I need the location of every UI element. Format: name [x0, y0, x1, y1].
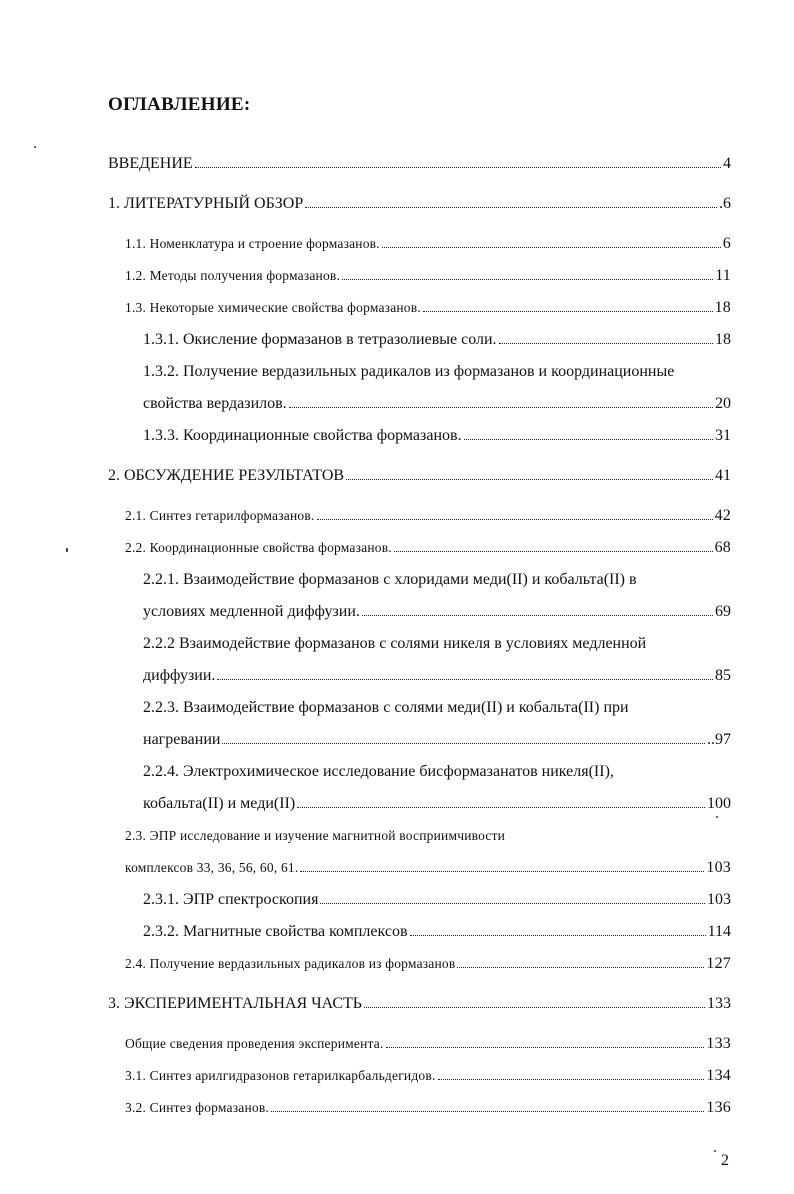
leader-dots — [320, 899, 705, 904]
toc-entry-2-2-2-cont[interactable] — [143, 666, 731, 686]
toc-entry-page: 136 — [706, 1099, 731, 1116]
toc-entry-label: 2.2.3. Взаимодействие формазанов с солями меди(II) и кобальта(II) при — [143, 699, 629, 716]
leader-dots — [346, 475, 713, 480]
toc-entry-label: 2.2.4. Электрохимическое исследование бисформазанатов никеля(II), — [143, 763, 614, 780]
toc-entry-2-3-cont[interactable] — [125, 858, 731, 878]
toc-entry-label: нагревании — [143, 731, 221, 748]
toc-entry-page: 11 — [715, 267, 731, 284]
toc-entry-label: свойства вердазилов. — [143, 395, 287, 412]
toc-entry-page: 133 — [706, 1035, 731, 1052]
toc-entry-page: 18 — [714, 299, 731, 316]
leader-dots — [438, 1075, 705, 1080]
toc-entry-1-3-3[interactable] — [143, 426, 731, 446]
toc-entry-1-3-1[interactable] — [143, 330, 731, 350]
toc-entry-label: 1.3. Некоторые химические свойства формазанов. — [125, 300, 421, 315]
toc-entry-2-1[interactable] — [125, 506, 731, 526]
toc-entry-2-4[interactable] — [125, 954, 731, 974]
leader-dots — [382, 243, 721, 248]
toc-entry-label: 3.2. Синтез формазанов. — [125, 1100, 269, 1115]
toc-entry-label: диффузии. — [143, 667, 216, 684]
toc-entry-label: 1.1. Номенклатура и строение формазанов. — [125, 236, 380, 251]
toc-entry-page: 42 — [714, 507, 731, 524]
leader-dots — [297, 803, 705, 808]
leader-dots — [271, 1107, 704, 1112]
toc-entry-1-3[interactable] — [125, 298, 731, 318]
toc-entry-label: Общие сведения проведения эксперимента. — [125, 1036, 384, 1051]
toc-entry-2-2-1[interactable] — [143, 570, 637, 590]
toc-entry-page: ..97 — [707, 731, 731, 748]
toc-entry-2-2-3[interactable] — [143, 698, 629, 718]
toc-entry-1-3-2-cont[interactable] — [143, 394, 731, 414]
leader-dots — [410, 931, 706, 936]
leader-dots — [423, 307, 713, 312]
toc-entry-page: 85 — [715, 667, 731, 684]
toc-entry-page: 20 — [715, 395, 731, 412]
leader-dots — [364, 1003, 705, 1008]
toc-entry-label: 2.2. Координационные свойства формазанов. — [125, 540, 392, 555]
toc-entry-2[interactable] — [108, 466, 731, 486]
toc-entry-page: 31 — [715, 427, 731, 444]
toc-entry-2-2-4-cont[interactable] — [143, 794, 731, 814]
toc-entry-2-2[interactable] — [125, 538, 731, 558]
toc-entry-2-3-2[interactable] — [143, 922, 731, 942]
leader-dots — [394, 547, 713, 552]
leader-dots — [464, 435, 713, 440]
scan-speck — [716, 816, 718, 818]
toc-entry-page: 127 — [706, 955, 731, 972]
toc-entry-label: комплексов 33, 36, 56, 60, 61. — [125, 860, 299, 875]
toc-entry-2-2-2[interactable] — [143, 634, 646, 654]
toc-entry-2-2-3-cont[interactable] — [143, 730, 731, 750]
toc-entry-label: 2.3.2. Магнитные свойства комплексов — [143, 923, 408, 940]
toc-entry-label: 1.2. Методы получения формазанов. — [125, 268, 341, 283]
leader-dots — [386, 1043, 705, 1048]
toc-entry-1[interactable] — [108, 194, 731, 214]
toc-entry-label: 2.1. Синтез гетарилформазанов. — [125, 508, 315, 523]
page-title: ОГЛАВЛЕНИЕ: — [108, 94, 251, 115]
toc-entry-3[interactable] — [108, 994, 731, 1014]
leader-dots — [289, 403, 713, 408]
toc-entry-label: 2.4. Получение вердазильных радикалов из формазанов — [125, 956, 456, 971]
toc-entry-3-2[interactable] — [125, 1098, 731, 1118]
scan-speck — [66, 548, 68, 552]
toc-entry-2-3-1[interactable] — [143, 890, 731, 910]
toc-entry-1-2[interactable] — [125, 266, 731, 286]
leader-dots — [300, 867, 704, 872]
toc-entry-label: 1.3.2. Получение вердазильных радикалов из формазанов и координационные — [143, 363, 675, 380]
toc-entry-page: .6 — [719, 195, 731, 212]
toc-entry-1-1[interactable] — [125, 234, 731, 254]
toc-entry-label: 1.3.3. Координационные свойства формазанов. — [143, 427, 462, 444]
leader-dots — [317, 515, 713, 520]
page-number: 2 — [721, 1152, 729, 1169]
toc-entry-2-2-4[interactable] — [143, 762, 614, 782]
toc-entry-2-2-1-cont[interactable] — [143, 602, 731, 622]
toc-entry-page: 4 — [723, 155, 731, 172]
leader-dots — [217, 675, 713, 680]
toc-entry-label: 1.3.1. Окисление формазанов в тетразолиевые соли. — [143, 331, 497, 348]
leader-dots — [362, 611, 713, 616]
toc-entry-page: 6 — [722, 235, 731, 252]
toc-entry-page: 18 — [715, 331, 731, 348]
toc-entry-3-1[interactable] — [125, 1066, 731, 1086]
toc-entry-1-3-2[interactable] — [143, 362, 674, 382]
toc-entry-label: кобальта(II) и меди(II) — [143, 795, 296, 812]
toc-entry-page: 134 — [706, 1067, 731, 1084]
toc-entry-label: 2.3.1. ЭПР спектроскопия — [143, 891, 319, 908]
leader-dots — [499, 339, 713, 344]
toc-entry-label: ВВЕДЕНИЕ — [108, 155, 193, 172]
toc-entry-label: 2.2.2 Взаимодействие формазанов с солями никеля в условиях медленной — [143, 635, 647, 652]
toc-entry-page: 100 — [707, 795, 731, 812]
toc-entry-label: 1. ЛИТЕРАТУРНЫЙ ОБЗОР — [108, 195, 304, 212]
toc-entry-page: 103 — [706, 859, 731, 876]
leader-dots — [305, 203, 717, 208]
toc-entry-label: условиях медленной диффузии. — [143, 603, 360, 620]
scan-speck — [34, 146, 36, 148]
toc-entry-page: 69 — [715, 603, 731, 620]
toc-entry-page: 68 — [714, 539, 731, 556]
toc-entry-label: 3. ЭКСПЕРИМЕНТАЛЬНАЯ ЧАСТЬ — [108, 995, 362, 1012]
toc-entry-general[interactable] — [125, 1034, 731, 1054]
toc-entry-page: 133 — [707, 995, 731, 1012]
leader-dots — [222, 739, 705, 744]
toc-entry-label: 2. ОБСУЖДЕНИЕ РЕЗУЛЬТАТОВ — [108, 467, 345, 484]
leader-dots — [342, 275, 713, 280]
toc-entry-2-3[interactable] — [125, 826, 505, 846]
scan-speck — [714, 1150, 716, 1152]
leader-dots — [457, 963, 704, 968]
toc-entry-label: 2.3. ЭПР исследование и изучение магнитной восприимчивости — [125, 828, 506, 843]
toc-entry-page: 114 — [707, 923, 731, 940]
toc-entry-label: 3.1. Синтез арилгидразонов гетарилкарбальдегидов. — [125, 1068, 436, 1083]
toc-entry-page: 103 — [707, 891, 731, 908]
toc-entry-page: 41 — [715, 467, 731, 484]
toc-entry-label: 2.2.1. Взаимодействие формазанов с хлоридами меди(II) и кобальта(II) в — [143, 571, 637, 588]
toc-entry-introduction[interactable] — [108, 154, 731, 174]
leader-dots — [195, 163, 721, 168]
